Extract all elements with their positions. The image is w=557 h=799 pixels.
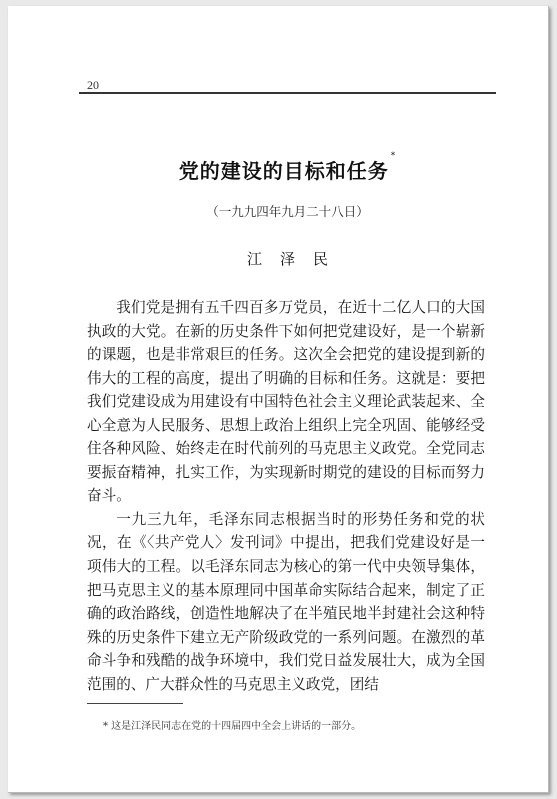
footnote-rule <box>87 703 183 704</box>
header-rule <box>79 92 496 94</box>
article-title <box>79 151 496 184</box>
body-paragraph-2: 一九三九年，毛泽东同志根据当时的形势任务和党的状况，在《〈共产党人〉发刊词》中提出，把我们党建设好是一项伟大的工程。以毛泽东同志为核心的第一代中央领导集体，把马克思主义的基本原理同中国革命实际结合起来，制定了正确的政治路线，创造性地解决了在半殖民地半封建社会这种特殊的历史条件下建立无产阶级政党的一系列问题。在激烈的革命斗争和残酷的战争环境中，我们党日益发展壮大，成为全国范围的、广大群众性的马克思主义政党，团结 <box>87 510 485 693</box>
article-author: 江泽民 <box>246 250 346 268</box>
document-page <box>8 6 549 793</box>
page-number: 20 <box>87 78 99 92</box>
footnote-marker: * <box>390 151 397 161</box>
article-body <box>87 296 485 696</box>
article-title-text: 党的建设的目标和任务 <box>178 159 389 183</box>
footnote-text: * 这是江泽民同志在党的十四届四中全会上讲话的一部分。 <box>103 721 362 732</box>
article-date: （一九九四年九月二十八日） <box>206 204 369 219</box>
body-paragraph-1: 我们党是拥有五千四百多万党员，在近十二亿人口的大国执政的大党。在新的历史条件下如何把党建设好，是一个崭新的课题，也是非常艰巨的任务。这次全会把党的建设提到新的伟大的工程的高度，提出了明确的目标和任务。这就是：要把我们党建设成为用建设有中国特色社会主义理论武装起来、全心全意为人民服务、思想上政治上组织上完全巩固、能够经受住各种风险、始终走在时代前列的马克思主义政党。全党同志要振奋精神，扎实工作，为实现新时期党的建设的目标而努力奋斗。 <box>87 299 485 505</box>
